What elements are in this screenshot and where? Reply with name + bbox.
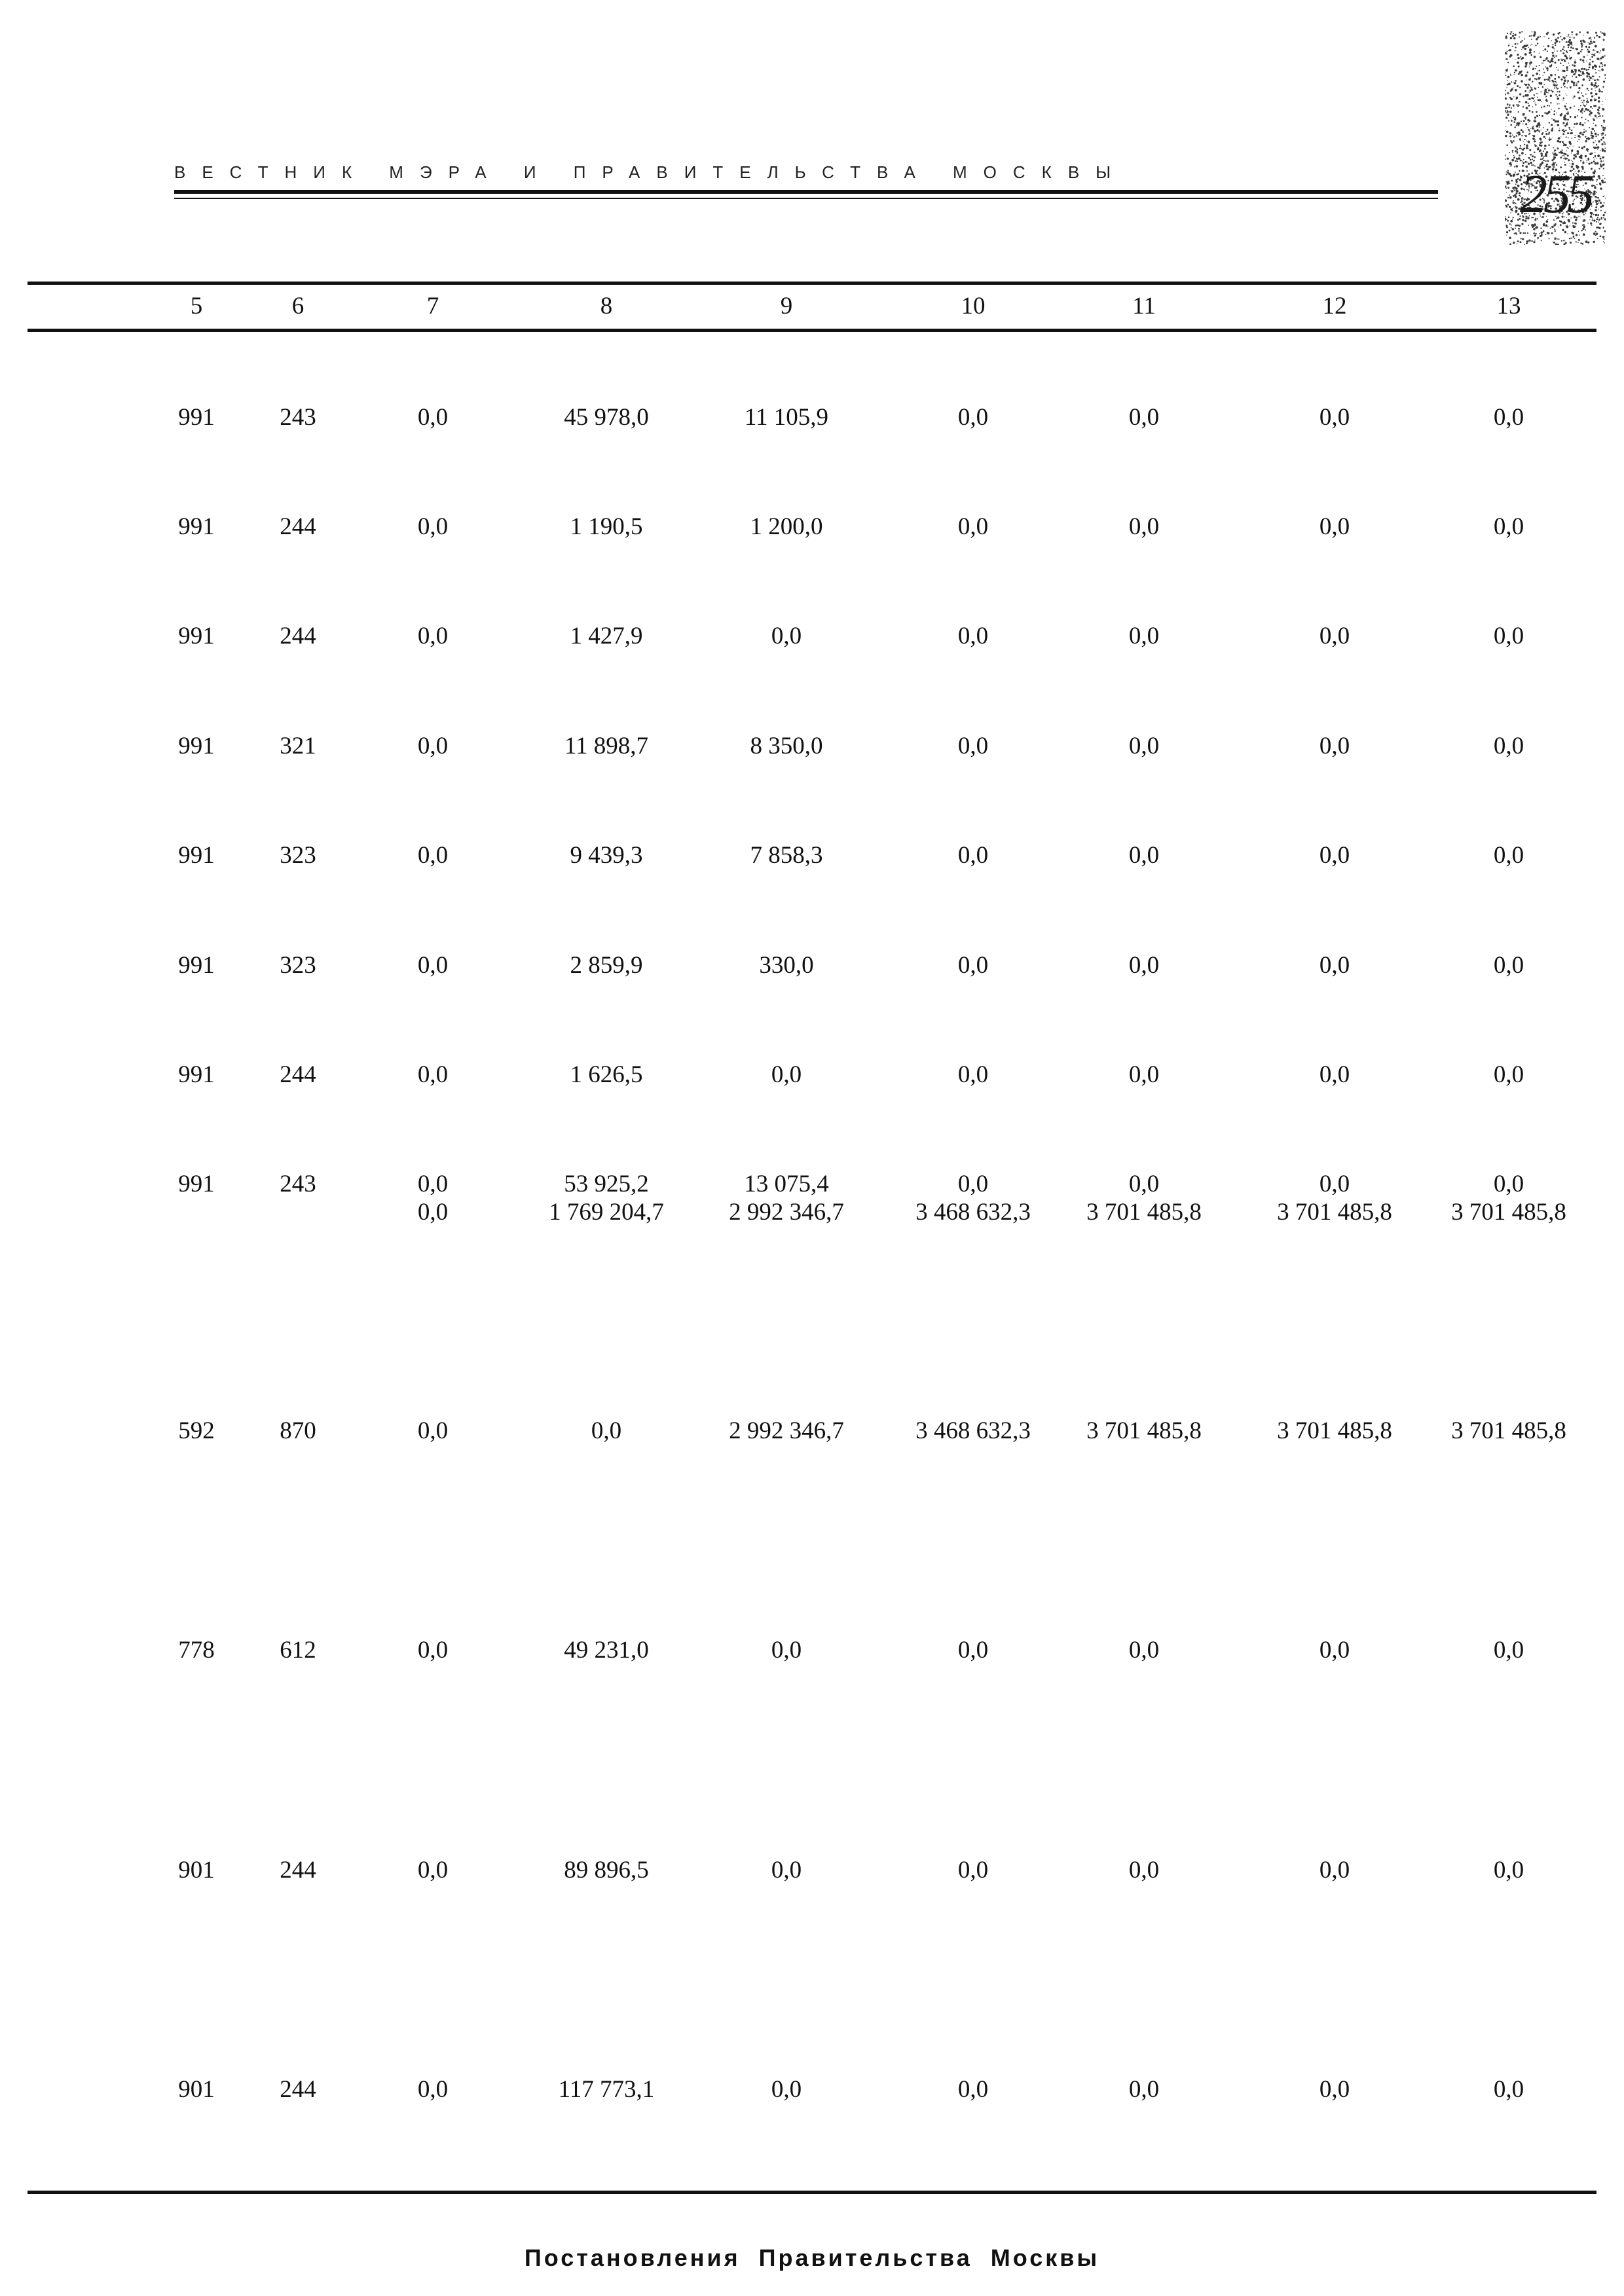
table-cell: 0,0 — [1128, 952, 1160, 979]
table-cell: 243 — [280, 404, 316, 431]
table-cell: 0,0 — [957, 623, 989, 649]
table-cell: 991 — [178, 1061, 215, 1088]
table-cell: 0,0 — [1319, 2076, 1350, 2103]
table-cell: 0,0 — [417, 2076, 449, 2103]
table-cell: 0,0 — [1128, 513, 1160, 540]
table-header-rule — [28, 329, 1596, 332]
table-cell: 0,0 — [1493, 733, 1524, 759]
table-cell: 45 978,0 — [564, 404, 649, 431]
table-cell: 0,0 — [1493, 623, 1524, 649]
table-cell: 2 992 346,7 — [729, 1417, 844, 1444]
table-cell: 0,0 — [1128, 623, 1160, 649]
table-cell: 0,0 — [417, 842, 449, 869]
table-cell: 0,0 — [1493, 952, 1524, 979]
table-cell: 0,0 — [1128, 1857, 1160, 1884]
table-cell: 11 105,9 — [744, 404, 829, 431]
table-cell: 0,0 — [957, 733, 989, 759]
table-cell: 3 468 632,3 — [915, 1417, 1031, 1444]
column-header: 5 — [190, 293, 203, 319]
table-cell: 991 — [178, 733, 215, 759]
table-cell: 8 350,0 — [750, 733, 823, 759]
table-cell: 1 190,5 — [570, 513, 643, 540]
table-cell: 3 701 485,8 — [1086, 1199, 1202, 1226]
table-cell: 244 — [280, 1857, 316, 1884]
table-cell: 244 — [280, 513, 316, 540]
table-cell: 0,0 — [417, 1857, 449, 1884]
column-header: 7 — [426, 293, 439, 319]
table-cell: 0,0 — [1319, 733, 1350, 759]
section-title: Постановления Правительства Москвы — [524, 2244, 1100, 2271]
table-cell: 0,0 — [417, 1171, 449, 1197]
table-cell: 0,0 — [1128, 1061, 1160, 1088]
table-cell: 1 626,5 — [570, 1061, 643, 1088]
table-cell: 13 075,4 — [744, 1171, 829, 1197]
table-cell: 0,0 — [417, 733, 449, 759]
table-cell: 3 701 485,8 — [1086, 1417, 1202, 1444]
table-cell: 0,0 — [1128, 404, 1160, 431]
table-cell: 0,0 — [957, 952, 989, 979]
page-number: 255 — [1520, 164, 1591, 225]
table-cell: 323 — [280, 952, 316, 979]
column-header: 9 — [780, 293, 793, 319]
table-cell: 991 — [178, 513, 215, 540]
table-cell: 0,0 — [771, 623, 802, 649]
column-header: 10 — [961, 293, 986, 319]
table-cell: 3 701 485,8 — [1451, 1199, 1566, 1226]
table-cell: 7 858,3 — [750, 842, 823, 869]
table-cell: 117 773,1 — [558, 2076, 655, 2103]
table-cell: 592 — [178, 1417, 215, 1444]
table-cell: 0,0 — [1128, 1171, 1160, 1197]
table-cell: 0,0 — [1128, 842, 1160, 869]
table-cell: 0,0 — [1493, 1061, 1524, 1088]
table-cell: 53 925,2 — [564, 1171, 649, 1197]
table-cell: 0,0 — [957, 1171, 989, 1197]
table-cell: 0,0 — [1493, 513, 1524, 540]
table-cell: 0,0 — [1493, 842, 1524, 869]
table-cell: 0,0 — [1128, 1637, 1160, 1664]
table-cell: 49 231,0 — [564, 1637, 649, 1664]
table-cell: 11 898,7 — [564, 733, 649, 759]
table-cell: 0,0 — [771, 1061, 802, 1088]
column-header: 6 — [291, 293, 304, 319]
header-rule-thick — [174, 190, 1438, 194]
table-cell: 0,0 — [591, 1417, 622, 1444]
table-cell: 243 — [280, 1171, 316, 1197]
table-cell: 89 896,5 — [564, 1857, 649, 1884]
table-cell: 0,0 — [1319, 842, 1350, 869]
journal-title: ВЕСТНИК МЭРА И ПРАВИТЕЛЬСТВА МОСКВЫ — [174, 162, 1128, 182]
table-cell: 778 — [178, 1637, 215, 1664]
table-cell: 0,0 — [957, 842, 989, 869]
table-cell: 0,0 — [957, 1637, 989, 1664]
table-cell: 0,0 — [771, 2076, 802, 2103]
table-cell: 2 859,9 — [570, 952, 643, 979]
table-cell: 0,0 — [1319, 1637, 1350, 1664]
table-cell: 612 — [280, 1637, 316, 1664]
table-cell: 0,0 — [1319, 952, 1350, 979]
table-cell: 0,0 — [771, 1857, 802, 1884]
table-cell: 321 — [280, 733, 316, 759]
table-cell: 244 — [280, 1061, 316, 1088]
column-header: 13 — [1496, 293, 1521, 319]
table-cell: 0,0 — [957, 2076, 989, 2103]
table-cell: 323 — [280, 842, 316, 869]
table-cell: 0,0 — [417, 1637, 449, 1664]
table-cell: 0,0 — [417, 1061, 449, 1088]
table-cell: 3 701 485,8 — [1277, 1417, 1392, 1444]
table-cell: 0,0 — [1319, 513, 1350, 540]
table-cell: 0,0 — [1319, 1061, 1350, 1088]
table-cell: 991 — [178, 1171, 215, 1197]
table-bottom-rule — [28, 2191, 1596, 2194]
table-cell: 991 — [178, 952, 215, 979]
table-cell: 0,0 — [1319, 623, 1350, 649]
table-cell: 901 — [178, 2076, 215, 2103]
table-cell: 0,0 — [957, 404, 989, 431]
table-cell: 991 — [178, 623, 215, 649]
table-cell: 244 — [280, 2076, 316, 2103]
table-cell: 0,0 — [957, 513, 989, 540]
table-cell: 1 769 204,7 — [549, 1199, 664, 1226]
table-cell: 3 701 485,8 — [1277, 1199, 1392, 1226]
table-cell: 0,0 — [1128, 733, 1160, 759]
table-cell: 0,0 — [1128, 2076, 1160, 2103]
table-cell: 0,0 — [417, 404, 449, 431]
table-cell: 0,0 — [957, 1857, 989, 1884]
page-number-badge — [1505, 31, 1606, 245]
table-cell: 244 — [280, 623, 316, 649]
table-top-rule — [28, 282, 1596, 285]
table-cell: 0,0 — [1493, 404, 1524, 431]
column-header: 8 — [600, 293, 613, 319]
table-cell: 0,0 — [1493, 2076, 1524, 2103]
table-cell: 901 — [178, 1857, 215, 1884]
table-cell: 0,0 — [1493, 1857, 1524, 1884]
column-header: 12 — [1322, 293, 1347, 319]
column-header: 11 — [1132, 293, 1156, 319]
table-cell: 0,0 — [417, 623, 449, 649]
table-cell: 991 — [178, 404, 215, 431]
table-cell: 870 — [280, 1417, 316, 1444]
table-cell: 0,0 — [957, 1061, 989, 1088]
table-cell: 0,0 — [1319, 1171, 1350, 1197]
table-cell: 0,0 — [417, 513, 449, 540]
table-cell: 2 992 346,7 — [729, 1199, 844, 1226]
header-rule-thin — [174, 198, 1438, 199]
table-cell: 0,0 — [1493, 1171, 1524, 1197]
table-cell: 0,0 — [1493, 1637, 1524, 1664]
table-cell: 991 — [178, 842, 215, 869]
table-cell: 0,0 — [771, 1637, 802, 1664]
table-cell: 3 701 485,8 — [1451, 1417, 1566, 1444]
table-cell: 9 439,3 — [570, 842, 643, 869]
table-cell: 3 468 632,3 — [915, 1199, 1031, 1226]
table-cell: 0,0 — [417, 1199, 449, 1226]
table-cell: 0,0 — [417, 1417, 449, 1444]
table-cell: 1 200,0 — [750, 513, 823, 540]
table-cell: 330,0 — [759, 952, 814, 979]
table-cell: 1 427,9 — [570, 623, 643, 649]
table-cell: 0,0 — [1319, 1857, 1350, 1884]
table-cell: 0,0 — [1319, 404, 1350, 431]
table-cell: 0,0 — [417, 952, 449, 979]
